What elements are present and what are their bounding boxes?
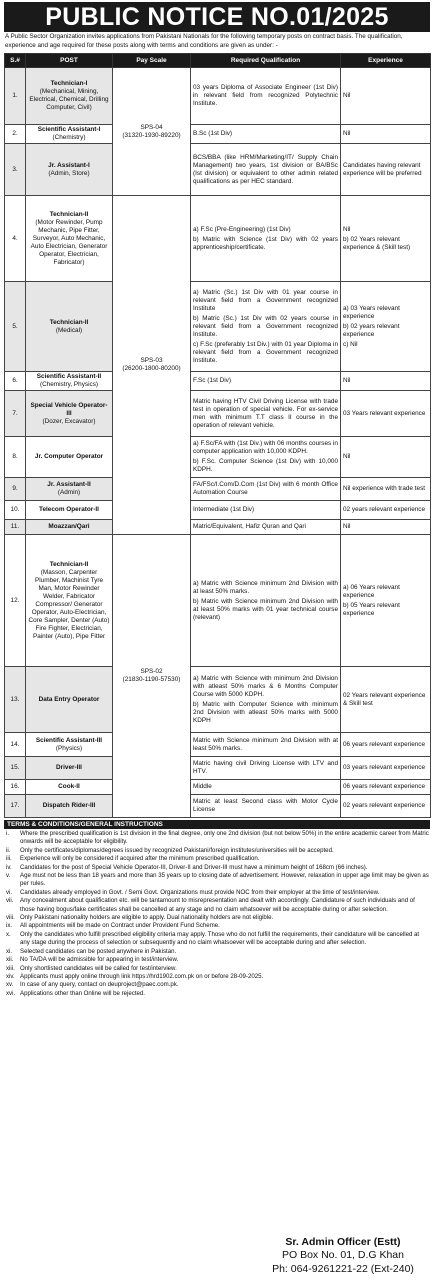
- term-number: vi.: [6, 888, 13, 896]
- post-cell: [26, 282, 113, 372]
- row-number: 11.: [5, 520, 26, 535]
- qualification-line: Matric having HTV Civil Driving License with trade test in operation of special vehicle. For ex-service men with minimum T.T class II course in the operation of relevant vehicle.: [193, 397, 338, 429]
- term-text: Only the candidates who fulfill prescribed eligibility criteria may apply. Those who do not fulfill the requirements, their candidature will be cancelled at any stage during the process of selection or subsequently and no claim whatsoever will be acceptable during and after selection.: [20, 930, 420, 947]
- post-cell: [26, 196, 113, 282]
- experience-cell: [341, 372, 431, 391]
- term-number: viii.: [6, 914, 15, 922]
- terms-list: [4, 830, 430, 998]
- qualification-line: b) Matric with Computer Science with minimum 2nd Division with atleast 50% marks with 5000 KDPH: [193, 700, 338, 724]
- term-number: xiii.: [6, 964, 15, 972]
- experience-cell: [341, 282, 431, 372]
- signature-title: Sr. Admin Officer (Estt): [285, 1235, 401, 1248]
- experience-line: 02 years relevant experience: [343, 802, 426, 809]
- table-row: [5, 757, 431, 780]
- term-text: Only the certificates/diplomas/degrees issued by recognized Pakistani/foreign institutes/universities will be accepted.: [20, 846, 334, 854]
- experience-line: 03 years relevant experience: [343, 764, 426, 771]
- post-cell: [26, 520, 113, 535]
- row-number: 9.: [5, 478, 26, 501]
- table-row: [5, 437, 431, 478]
- post-cell: [26, 68, 113, 125]
- post-subtitle: (Chemistry, Physics): [39, 381, 99, 388]
- qualification-cell: [191, 501, 341, 520]
- header-scale: Pay Scale: [113, 54, 191, 68]
- table-row: [5, 520, 431, 535]
- post-title: Telecom Operator-II: [39, 506, 99, 513]
- qualification-cell: [191, 391, 341, 437]
- qualification-cell: [191, 535, 341, 667]
- post-title: Scientific Assistant-II: [36, 373, 102, 380]
- experience-line: a) 03 Years relevant experience: [343, 304, 400, 320]
- pay-scale-cell: [113, 196, 191, 535]
- post-subtitle: (Chemistry): [52, 134, 86, 141]
- qualification-cell: [191, 125, 341, 144]
- pay-scale-label: SPS-03: [140, 357, 163, 364]
- post-subtitle: (Admin): [57, 489, 81, 496]
- term-number: xiv.: [6, 972, 15, 980]
- post-cell: [26, 795, 113, 818]
- signature-block: [258, 1236, 428, 1277]
- experience-line: a) 06 Years relevant experience: [343, 583, 400, 599]
- post-cell: [26, 667, 113, 733]
- row-number: 3.: [5, 144, 26, 196]
- row-number: 12.: [5, 535, 26, 667]
- term-item: [4, 889, 430, 897]
- experience-line: b) 02 years relevant experience: [343, 322, 400, 338]
- row-number: 17.: [5, 795, 26, 818]
- qualification-line: Intermediate (1st Div): [193, 506, 255, 513]
- term-item: [4, 948, 430, 956]
- term-item: [4, 965, 430, 973]
- pay-scale-cell: [113, 535, 191, 818]
- table-row: [5, 795, 431, 818]
- qualification-line: 03 years Diploma of Associate Engineer (1st Div) in relevant field from recognized Polytechnic Institute.: [193, 84, 338, 107]
- table-row: [5, 391, 431, 437]
- post-subtitle: (Physics): [55, 744, 83, 752]
- qualification-line: BCS/BBA (like HRM/Marketing/IT/ Supply Chain Management) two years, 1st division or BA/BSc (Ist division) or equivalent to other admin related qualifications as per HEC standard.: [193, 153, 338, 185]
- row-number: 4.: [5, 196, 26, 282]
- experience-line: b) 05 Years relevant experience: [343, 601, 400, 617]
- post-cell: [26, 437, 113, 478]
- qualification-cell: [191, 780, 341, 795]
- term-text: No TA/DA will be admissible for appearing in test/interview.: [20, 956, 179, 964]
- experience-cell: [341, 125, 431, 144]
- post-title: Technician-II: [49, 560, 89, 568]
- term-number: xi.: [6, 947, 13, 955]
- experience-cell: [341, 667, 431, 733]
- post-title: Dispatch Rider-III: [42, 802, 96, 809]
- experience-line: 06 years relevant experience: [343, 740, 426, 748]
- table-row: [5, 780, 431, 795]
- experience-cell: [341, 535, 431, 667]
- post-cell: [26, 372, 113, 391]
- post-subtitle: (Medical): [55, 326, 83, 334]
- term-number: i.: [6, 830, 10, 837]
- experience-line: c) Nil: [343, 340, 358, 348]
- row-number: 2.: [5, 125, 26, 144]
- header-experience: Experience: [341, 54, 431, 68]
- pay-scale-label: SPS-02: [140, 668, 163, 675]
- qualification-cell: [191, 68, 341, 125]
- post-subtitle: (Dozer, Excavator): [42, 417, 96, 425]
- qualification-cell: [191, 437, 341, 478]
- post-title: Scientific Assistant-III: [35, 736, 103, 744]
- post-cell: [26, 391, 113, 437]
- terms-heading: TERMS & CONDITIONS/GENERAL INSTRUCTIONS: [4, 820, 430, 829]
- term-item: [4, 855, 430, 863]
- post-cell: [26, 478, 113, 501]
- post-subtitle: (Mechanical, Mining, Electrical, Chemical, Drilling Computer, Civil): [29, 88, 109, 111]
- qualification-cell: [191, 478, 341, 501]
- term-text: Applications other than Online will be rejected.: [20, 989, 145, 997]
- qualification-line: a) Matric (Sc.) 1st Div with 01 year course in relevant field from a Government recognized Institute: [193, 288, 338, 312]
- post-cell: [26, 733, 113, 757]
- term-item: [4, 922, 430, 930]
- term-item: [4, 847, 430, 855]
- qualification-cell: [191, 795, 341, 818]
- term-item: [4, 981, 430, 989]
- term-text: Only shortlisted candidates will be called for test/interview.: [20, 964, 177, 972]
- post-title: Technician-I: [50, 80, 88, 87]
- term-number: iv.: [6, 863, 12, 871]
- term-text: Any concealment about qualification etc. will be tantamount to misrepresentation and dealt with accordingly. Candidature of such individuals and of those having bogus/fake certificates shall be cancelled at any stage and no claim whatsoever will be acceptable during or after selection.: [20, 897, 415, 913]
- term-text: Experience will only be considered if acquired after the minimum prescribed qualification.: [20, 855, 260, 863]
- experience-cell: [341, 757, 431, 780]
- row-number: 7.: [5, 391, 26, 437]
- experience-cell: [341, 391, 431, 437]
- table-row: [5, 667, 431, 733]
- term-number: vii.: [6, 897, 14, 905]
- row-number: 16.: [5, 780, 26, 795]
- qualification-line: a) F.Sc/FA with (1st Div.) with 06 months courses in computer application with 10,000 KDPH.: [193, 440, 338, 455]
- term-item: [4, 914, 430, 922]
- signature-phone: Ph: 064-9261221-22 (Ext-240): [272, 1262, 414, 1275]
- table-row: [5, 535, 431, 667]
- experience-line: Candidates having relevant experience will be preferred: [343, 161, 422, 177]
- qualification-line: FA/FSc/I.Com/D.Com (1st Div) with 6 month Office Automation Course: [193, 481, 338, 496]
- term-number: xii.: [6, 956, 14, 964]
- term-item: [4, 864, 430, 872]
- row-number: 6.: [5, 372, 26, 391]
- term-item: [4, 973, 430, 981]
- term-item: [4, 931, 430, 948]
- term-number: xvi.: [6, 989, 16, 997]
- term-text: Applicants must apply online through link https://hrd1902.com.pk on or before 28-09-2025.: [20, 972, 264, 980]
- term-text: Age must not be less than 18 years and more than 35 years up to closing date of advertisement. However, relaxation in upper age limit may be given as per rules.: [20, 872, 429, 888]
- qualification-cell: [191, 144, 341, 196]
- post-subtitle: (Motor Rewinder, Pump Mechanic, Pipe Fitter, Surveyor, Auto Mechanic, Auto Electrician, Generator Operator, Electrician, Fabricator): [30, 218, 108, 266]
- term-number: iii.: [6, 855, 12, 863]
- experience-cell: [341, 478, 431, 501]
- post-title: Data Entry Operator: [38, 695, 100, 703]
- table-row: [5, 372, 431, 391]
- term-number: ii.: [6, 846, 11, 854]
- qualification-line: b) Matric with Science (1st Div) with 02 years apprenticeship/certificate.: [193, 235, 338, 251]
- term-item: [4, 990, 430, 998]
- qualification-cell: [191, 520, 341, 535]
- posts-table: [4, 53, 431, 818]
- table-row: [5, 733, 431, 757]
- post-title: Jr. Assistant-II: [47, 481, 91, 488]
- table-row: [5, 68, 431, 125]
- term-text: Only Pakistani nationality holders are eligible to apply. Dual nationality holders are not eligible.: [20, 914, 274, 922]
- qualification-line: Matric with Science minimum 2nd Division with at least 50% marks.: [193, 736, 338, 752]
- experience-line: Nil: [343, 130, 351, 137]
- qualification-line: a) Matric with Science with minimum 2nd Division with atleast 50% marks & 6 Months Computer Course with 5000 KDPH.: [193, 674, 338, 698]
- post-title: Jr. Assistant-I: [48, 161, 90, 169]
- term-text: Where the prescribed qualification is 1st division in the final degree, only one 2nd division (but not below 50%) in the entire academic career from Matric onwards will be acceptable for eligibility.: [20, 830, 429, 846]
- post-cell: [26, 757, 113, 780]
- qualification-cell: [191, 757, 341, 780]
- table-row: [5, 196, 431, 282]
- post-title: Technician-II: [49, 318, 89, 326]
- row-number: 8.: [5, 437, 26, 478]
- table-row: [5, 144, 431, 196]
- post-title: Technician-II: [49, 210, 89, 218]
- row-number: 5.: [5, 282, 26, 372]
- post-subtitle: (Masson, Carpenter Plumber, Machinist Tyre Man, Motor Rewinder Welder, Fabricator Compressor/ Generator Operator, Auto-Electrician, Core Sampler, Denter (Auto) Fire Fighter, Electrician, Painter (Auto), Pipe Fitter: [28, 568, 110, 640]
- row-number: 15.: [5, 757, 26, 780]
- experience-line: Nil: [343, 92, 351, 99]
- pay-scale-cell: [113, 68, 191, 196]
- term-text: Selected candidates can be posted anywhere in Pakistan.: [20, 947, 177, 955]
- experience-line: 02 Years relevant experience & Skill test: [343, 691, 426, 707]
- table-row: [5, 478, 431, 501]
- term-number: xv.: [6, 981, 14, 989]
- post-cell: [26, 780, 113, 795]
- term-item: [4, 956, 430, 964]
- qualification-cell: [191, 196, 341, 282]
- qualification-line: Middle: [193, 783, 212, 790]
- row-number: 10.: [5, 501, 26, 520]
- header-post: POST: [26, 54, 113, 68]
- post-cell: [26, 125, 113, 144]
- term-text: All appointments will be made on Contract under Provident Fund Scheme.: [20, 922, 220, 930]
- experience-cell: [341, 68, 431, 125]
- experience-cell: [341, 437, 431, 478]
- header-qualification: Required Qualification: [191, 54, 341, 68]
- pay-scale-range: (21830-1190-57530): [122, 676, 181, 683]
- experience-cell: [341, 520, 431, 535]
- post-title: Special Vehicle Operator-III: [30, 401, 108, 417]
- term-item: [4, 897, 430, 914]
- experience-cell: [341, 501, 431, 520]
- experience-cell: [341, 795, 431, 818]
- qualification-line: b) Matric with Science minimum 2nd Division with at least 50% marks with 01 year technical course (relevant): [193, 597, 338, 621]
- experience-line: 06 years relevant experience: [343, 783, 426, 790]
- header-sn: S.#: [5, 54, 26, 68]
- post-cell: [26, 501, 113, 520]
- term-item: [4, 830, 430, 847]
- table-row: [5, 125, 431, 144]
- row-number: 14.: [5, 733, 26, 757]
- qualification-cell: [191, 667, 341, 733]
- term-text: Candidates already employed in Govt. / Semi Govt. Organizations must provide NOC from their employer at the time of test/interview.: [20, 888, 380, 896]
- experience-cell: [341, 144, 431, 196]
- post-cell: [26, 144, 113, 196]
- notice-page: [0, 2, 434, 1282]
- qualification-line: c) F.Sc (preferably 1st Div.) with 01 year Diploma in relevant field from a Government recognized Institute.: [193, 340, 338, 364]
- term-number: x.: [6, 930, 11, 938]
- post-title: Jr. Computer Operator: [34, 453, 104, 460]
- qualification-line: b) Matric (Sc.) 1st Div with 02 years course in relevant field from a Government recognized Institute.: [193, 314, 338, 338]
- signature-address: PO Box No. 01, D.G Khan: [282, 1249, 404, 1261]
- qualification-line: Matric having civil Driving License with LTV and HTV.: [193, 760, 338, 775]
- experience-line: 02 years relevant experience: [343, 506, 426, 513]
- pay-scale-range: (26200-1800-80200): [122, 365, 181, 372]
- term-number: v.: [6, 872, 11, 880]
- term-text: In case of any query, contact on deuproject@paec.com.pk.: [20, 981, 179, 989]
- term-item: [4, 872, 430, 889]
- qualification-line: a) Matric with Science minimum 2nd Division with at least 50% marks.: [193, 579, 338, 595]
- row-number: 13.: [5, 667, 26, 733]
- post-title: Moazzan/Qari: [48, 523, 90, 530]
- qualification-cell: [191, 733, 341, 757]
- table-header: [5, 54, 431, 68]
- post-title: Driver-III: [56, 764, 82, 771]
- notice-title: PUBLIC NOTICE NO.01/2025: [4, 2, 430, 32]
- post-title: Cook-II: [58, 783, 80, 790]
- experience-cell: [341, 733, 431, 757]
- pay-scale-range: (31320-1930-89220): [122, 131, 181, 139]
- pay-scale-label: SPS-04: [140, 123, 163, 131]
- experience-line: Nil: [343, 523, 351, 530]
- term-number: ix.: [6, 922, 13, 930]
- experience-line: b) 02 Years relevant experience & (Skill test): [343, 235, 411, 251]
- notice-intro: A Public Sector Organization invites applications from Pakistani Nationals for the following temporary posts on contract basis. The qualification, experience and age required for these posts along with terms and conditions are given as under: -: [5, 33, 403, 49]
- experience-cell: [341, 780, 431, 795]
- experience-cell: [341, 196, 431, 282]
- post-title: Scientific Assistant-I: [37, 126, 101, 133]
- experience-line: Nil: [343, 453, 351, 460]
- term-text: Candidates for the post of Special Vehicle Operator-III, Driver-II and Driver-III must have a minimum height of 168cm (66 inches).: [20, 863, 368, 871]
- experience-line: Nil: [343, 225, 351, 233]
- experience-line: 03 Years relevant experience: [343, 409, 426, 417]
- qualification-cell: [191, 372, 341, 391]
- posts-table-body: [5, 68, 431, 818]
- experience-line: Nil experience with trade test: [343, 485, 426, 492]
- row-number: 1.: [5, 68, 26, 125]
- qualification-line: F.Sc (1st Div): [193, 377, 231, 384]
- table-row: [5, 501, 431, 520]
- qualification-line: Matric/Equivalent, Hafiz Quran and Qari: [193, 523, 306, 530]
- experience-line: Nil: [343, 377, 351, 384]
- qualification-line: b) F.Sc. Computer Science (1st Div) with 10,000 KDPH.: [193, 458, 338, 473]
- post-cell: [26, 535, 113, 667]
- table-row: [5, 282, 431, 372]
- qualification-line: Matric at least Second class with Motor Cycle License: [193, 798, 338, 813]
- qualification-cell: [191, 282, 341, 372]
- qualification-line: B.Sc (1st Div): [193, 130, 233, 137]
- post-subtitle: (Admin, Store): [48, 169, 90, 177]
- qualification-line: a) F.Sc (Pre-Engineering) (1st Div): [193, 225, 291, 233]
